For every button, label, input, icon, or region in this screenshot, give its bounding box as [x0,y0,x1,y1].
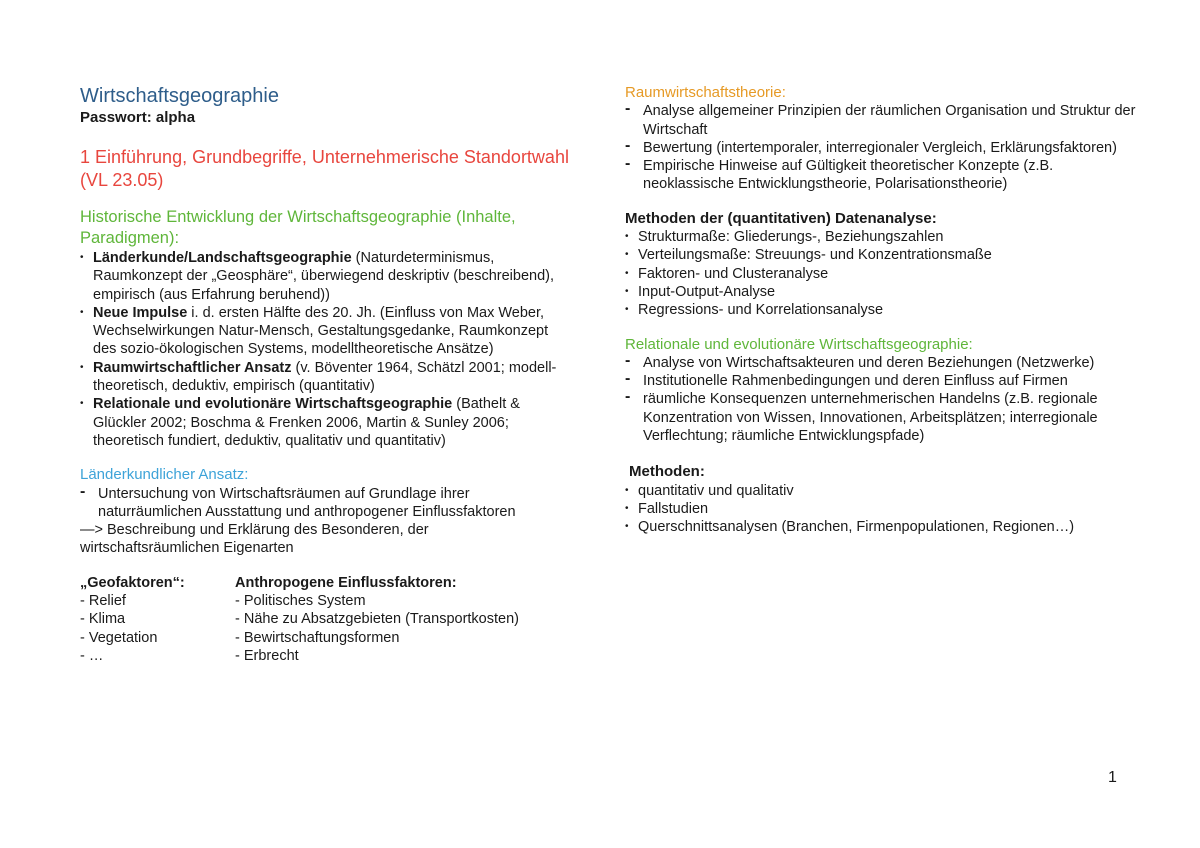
list-item: - Institutionelle Rahmenbedingungen und deren Einfluss auf Firmen [625,372,1145,390]
list-item: - Analyse allgemeiner Prinzipien der räumlichen Organisation und Struktur der Wirtschaft [625,102,1145,139]
history-list [80,249,570,450]
raum-list [625,102,1145,193]
list-item: • Fallstudien [625,500,1145,518]
list-item: • Regressions- und Korrelationsanalyse [625,301,1145,319]
geofactors-column [80,574,235,665]
anthro-factors-heading: Anthropogene Einflussfaktoren: [235,574,457,591]
list-item: - räumliche Konsequenzen unternehmerischen Handelns (z.B. regionale Konzentration von Wissen, Innovationen, Arbeitsplätzen; interregionale Verflechtung; räumliche Entwicklungspfade) [625,390,1145,445]
password-line: Passwort: alpha [80,109,196,126]
list-item: • Neue Impulse i. d. ersten Hälfte des 20. Jh. (Einfluss von Max Weber, Wechselwirkungen Natur-Mensch, Gestaltungsgedanke, Raumkonzept des sozio-ökologischen Systems, modelltheoretische Ansätze) [80,304,570,359]
list-item: • Input-Output-Analyse [625,283,1145,301]
list-item: - Untersuchung von Wirtschaftsräumen auf Grundlage ihrer naturräumlichen Ausstattung und anthropogener Einflussfaktoren [80,485,570,522]
raum-heading: Raumwirtschaftstheorie: [625,84,786,101]
geofactor-item: - Vegetation [80,629,158,646]
laenderkunde-list [80,485,570,522]
list-item: • quantitativ und qualitativ [625,482,1145,500]
history-heading: Historische Entwicklung der Wirtschaftsgeographie (Inhalte, Paradigmen): [80,208,516,247]
left-column [80,84,570,665]
page-number: 1 [1108,769,1117,786]
right-column [625,84,1145,537]
methods-quant-list [625,228,1145,319]
list-item: • Verteilungsmaße: Streuungs- und Konzentrationsmaße [625,246,1145,264]
list-item: • Relationale und evolutionäre Wirtschaftsgeographie (Bathelt & Glückler 2002; Boschma & Frenken 2006, Martin & Sunley 2006; theoretisch fundiert, deduktiv, qualitativ und quantitativ) [80,395,570,450]
chapter-heading: 1 Einführung, Grundbegriffe, Unternehmerische Standortwahl (VL 23.05) [80,147,569,190]
anthro-factors-column [235,574,555,665]
anthro-factor-item: - Bewirtschaftungsformen [235,629,400,646]
list-item: • Faktoren- und Clusteranalyse [625,265,1145,283]
laenderkunde-conclusion: —> Beschreibung und Erklärung des Besonderen, der wirtschaftsräumlichen Eigenarten [80,522,429,557]
methods-list [625,482,1145,537]
factors-table [80,574,570,665]
list-item: - Bewertung (intertemporaler, interregionaler Vergleich, Erklärungsfaktoren) [625,139,1145,157]
geofactor-item: - Klima [80,611,126,628]
relational-list [625,354,1145,445]
anthro-factor-item: - Politisches System [235,593,366,610]
geofactor-item: - … [80,647,104,664]
methods-quant-heading: Methoden der (quantitativen) Datenanalyse: [625,209,937,227]
anthro-factor-item: - Nähe zu Absatzgebieten (Transportkosten) [235,611,519,628]
list-item: - Analyse von Wirtschaftsakteuren und deren Beziehungen (Netzwerke) [625,354,1145,372]
geofactor-item: - Relief [80,593,126,610]
relational-heading: Relationale und evolutionäre Wirtschaftsgeographie: [625,335,973,353]
anthro-factor-item: - Erbrecht [235,647,299,664]
document-title: Wirtschaftsgeographie [80,85,279,107]
methods-heading: Methoden: [629,463,705,481]
list-item: - Empirische Hinweise auf Gültigkeit theoretischer Konzepte (z.B. neoklassische Entwicklungstheorie, Polarisationstheorie) [625,157,1145,194]
laenderkunde-heading: Länderkundlicher Ansatz: [80,466,249,484]
list-item: • Länderkunde/Landschaftsgeographie (Naturdeterminismus, Raumkonzept der „Geosphäre“, überwiegend deskriptiv (beschreibend), empirisch (aus Erfahrung beruhend)) [80,249,570,304]
geofactors-heading: „Geofaktoren“: [80,574,185,591]
list-item: • Strukturmaße: Gliederungs-, Beziehungszahlen [625,228,1145,246]
list-item: • Raumwirtschaftlicher Ansatz (v. Böventer 1964, Schätzl 2001; modell- theoretisch, deduktiv, empirisch (quantitativ) [80,359,570,396]
list-item: • Querschnittsanalysen (Branchen, Firmenpopulationen, Regionen…) [625,518,1145,536]
